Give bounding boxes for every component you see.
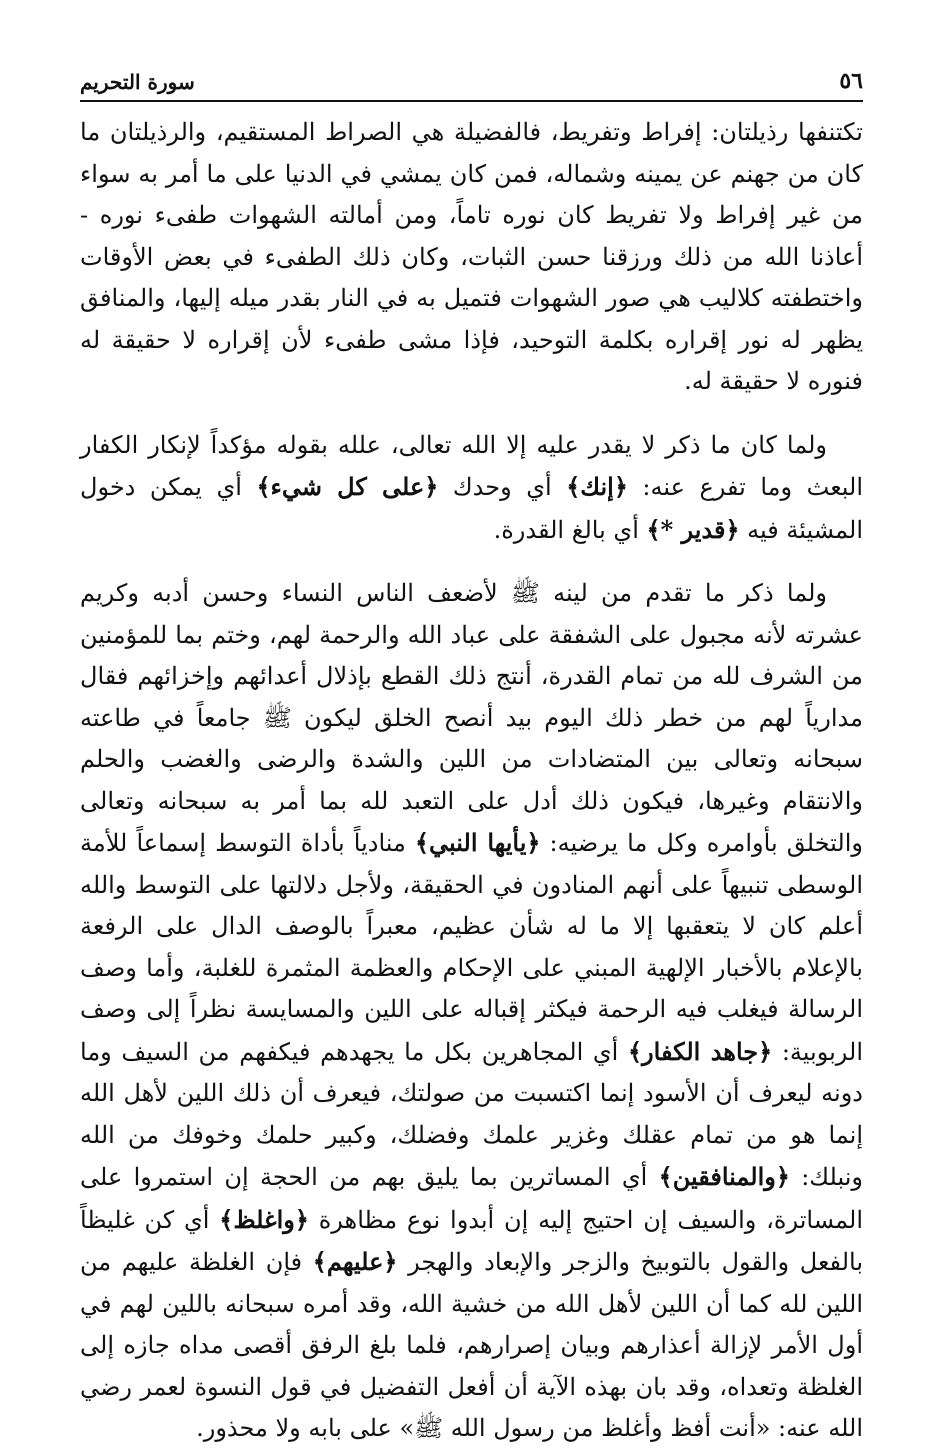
quran-quote: ﴿يأيها النبي﴾ bbox=[414, 828, 541, 857]
text-segment: أي يمكن دخول المشيئة فيه bbox=[80, 473, 863, 544]
page-number: ٥٦ bbox=[839, 68, 863, 94]
running-title: سورة التحريم bbox=[80, 70, 195, 94]
quran-quote: ﴿قدير *﴾ bbox=[646, 514, 740, 544]
quran-quote: ﴿واغلظ﴾ bbox=[219, 1204, 309, 1234]
text-segment: ولما كان ما ذكر لا يقدر عليه إلا الله تعالى، علله بقوله مؤكداً لإنكار الكفار البعث وما تفرع عنه: bbox=[80, 430, 863, 501]
text-segment: منادياً بأداة التوسط إسماعاً للأمة الوسطى تنبيهاً على أنهم المنادون في الحقيقة، ولأجل دلالتها على التوسط والله أعلم كان لا يتعقبها إلا ما له شأن عظيم، معبراً بالوصف الدال على الرفعة بالإعلام بالأخبار الإلهية المبني على الإحكام والعظمة المثمرة للغلبة، وأما وصف الرسالة فيغلب فيه الرحمة فيكثر إقباله على اللين والمسايسة نظراً إلى وصف الربوبية: bbox=[80, 829, 864, 1066]
text-segment: تكتنفها رذيلتان: إفراط وتفريط، فالفضيلة هي الصراط المستقيم، والرذيلتان ما كان من جهنم عن يمينه وشماله، فمن كان يمشي في الدنيا على ما أمر به سواء من غير إفراط ولا تفريط كان نوره تاماً، ومن أمالته الشهوات طفىء نوره - أعاذنا الله من ذلك ورزقنا حسن الثبات، وكان ذلك الطفىء في بعض الأوقات واختطفته كلاليب هي صور الشهوات فتميل به في النار بقدر ميله إليها، والمنافق يظهر له نور إقراره بكلمة التوحيد، فإذا مشى طفىء لأن إقراره لا حقيقة له فنوره لا حقيقة له. bbox=[80, 118, 863, 395]
text-segment: فإن الغلظة عليهم من اللين لله كما أن اللين لأهل الله من خشية الله، وقد أمره سبحانه باللين لهم في أول الأمر لإزالة أعذارهم وبيان إصرارهم، فلما بلغ الرفق أقصى مداه جازه إلى الغلظة وتعداه، وقد بان بهذه الآية أن أفعل التفضيل في قول النسوة لعمر رضي الله عنه: «أنت أفظ وأغلظ من رسول الله ﷺ» على بابه ولا محذور. bbox=[80, 1248, 863, 1442]
text-segment: أي وحدك bbox=[438, 473, 567, 501]
text-segment: أي المساترين بما يليق بهم من الحجة إن استمروا على المساترة، والسيف إن احتيج إليه إن أبدوا نوع مظاهرة bbox=[80, 1163, 863, 1234]
quran-quote: ﴿والمنافقين﴾ bbox=[658, 1162, 790, 1191]
text-segment: أي كن غليظاً بالفعل والقول بالتوبيخ والزجر والإبعاد والهجر bbox=[80, 1205, 864, 1276]
paragraph-3 bbox=[80, 573, 863, 1450]
text-segment: أي المجاهرين بكل ما يجهدهم فيكفهم من السيف وما دونه ليعرف أن الأسود إنما اكتسبت من صولتك، فيعرف أن ذلك اللين لأهل الله إنما هو من تمام عقلك وغزير علمك وفضلك، وكبير حلمك وخوفك من الله ونبلك: bbox=[80, 1037, 863, 1191]
text-segment: ولما ذكر ما تقدم من لينه ﷺ لأضعف الناس النساء وحسن أدبه وكريم عشرته لأنه مجبول على الشفقة على عباد الله والرحمة لهم، وختم بما للمؤمنين من الشرف لله من تمام القدرة، أنتج ذلك القطع بإذلال أعدائهم وإخزائهم فقال مدارياً لهم من خطر ذلك اليوم بيد أنصح الخلق ليكون ﷺ جامعاً في طاعته سبحانه وتعالى بين المتضادات من اللين والشدة والرضى والغضب والحلم والانتقام وغيرها، فيكون ذلك أدل على التعبد لله بما أمر به سبحانه وتعالى والتخلق بأوامره وكل ما يرضيه: bbox=[80, 579, 864, 857]
paragraph-2 bbox=[80, 425, 863, 552]
paragraph-1 bbox=[80, 112, 863, 403]
text-segment: أي بالغ القدرة. bbox=[493, 515, 647, 544]
body-text bbox=[80, 112, 863, 1450]
quran-quote: ﴿على كل شيء﴾ bbox=[256, 472, 439, 501]
quran-quote: ﴿إنك﴾ bbox=[566, 472, 628, 501]
page-header bbox=[80, 62, 863, 102]
quran-quote: ﴿عليهم﴾ bbox=[312, 1247, 398, 1276]
quran-quote: ﴿جاهد الكفار﴾ bbox=[627, 1036, 773, 1066]
